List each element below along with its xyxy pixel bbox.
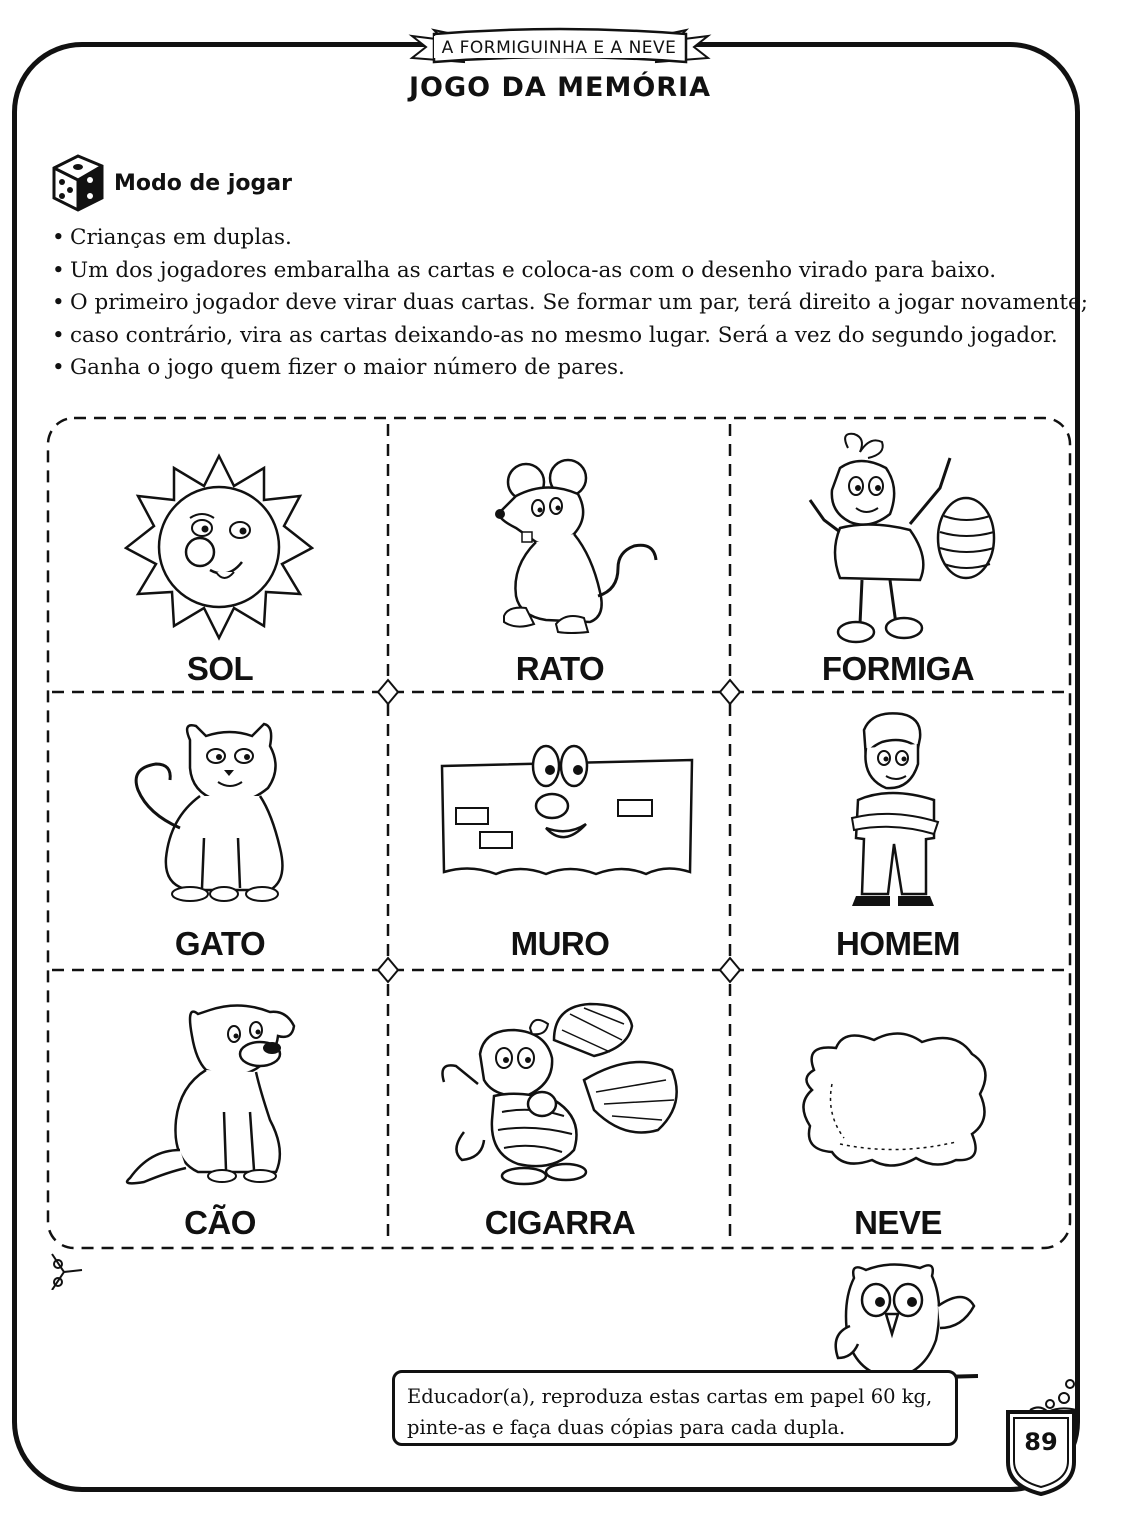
ant-icon	[800, 428, 1000, 650]
rule-item: • O primeiro jogador deve virar duas cartas. Se formar um par, terá direito a jogar novamente;	[52, 287, 1062, 320]
cicada-icon	[434, 1000, 684, 1190]
dog-icon	[110, 1000, 330, 1190]
how-to-play-title: Modo de jogar	[114, 171, 292, 196]
sun-icon	[124, 452, 314, 642]
card-label: HOMEM	[836, 925, 960, 962]
man-icon	[838, 708, 948, 912]
card-label: FORMIGA	[821, 650, 975, 687]
card-label: CIGARRA	[484, 1204, 636, 1241]
educator-note-line: Educador(a), reproduza estas cartas em papel 60 kg,	[407, 1385, 933, 1408]
wall-icon	[436, 736, 698, 886]
card-label: CÃO	[184, 1204, 256, 1241]
card-label: RATO	[515, 650, 605, 687]
card-label: MURO	[510, 925, 610, 962]
page-title: JOGO DA MEMÓRIA	[408, 72, 712, 103]
card-label: NEVE	[854, 1204, 942, 1241]
card-label: SOL	[186, 650, 254, 687]
banner-text: A FORMIGUINHA E A NEVE	[434, 36, 684, 58]
rule-item: • Ganha o jogo quem fizer o maior número de pares.	[52, 352, 1062, 385]
mouse-icon	[486, 456, 666, 636]
scissors-icon	[44, 1250, 84, 1290]
rule-item: • Um dos jogadores embaralha as cartas e coloca-as com o desenho virado para baixo.	[52, 255, 1062, 288]
page-number: 89	[1024, 1428, 1058, 1456]
educator-note	[392, 1370, 958, 1446]
rule-continuation: • caso contrário, vira as cartas deixando-as no mesmo lugar. Será a vez do segundo jogador.	[52, 320, 1062, 353]
cat-icon	[120, 718, 320, 904]
rule-item: • Crianças em duplas.	[52, 222, 1062, 255]
card-label: GATO	[174, 925, 266, 962]
snow-cloud-icon	[796, 1024, 996, 1172]
educator-note-line: pinte-as e faça duas cópias para cada dupla.	[407, 1416, 846, 1439]
